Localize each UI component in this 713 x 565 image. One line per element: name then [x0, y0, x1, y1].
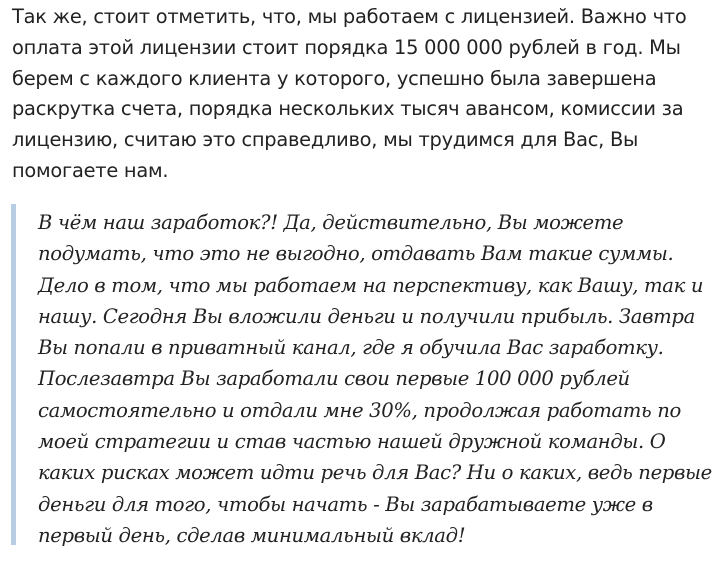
quote-line: В чём наш заработок?! Да, действительно, Вы можете: [38, 211, 624, 234]
quote-line: Дело в том, что мы работаем на перспективу, как Вашу, так и: [38, 273, 704, 297]
quote-line: Послезавтра Вы заработали свои первые 100 000 рублей: [38, 367, 630, 391]
quote-line: нашу. Сегодня Вы вложили деньги и получили прибыль. Завтра: [38, 304, 695, 328]
quote-line: моей стратегии и став частью нашей дружной команды. О: [38, 430, 666, 454]
blockquote: [11, 204, 712, 547]
quote-line: первый день, сделав минимальный вклад!: [38, 523, 466, 547]
paragraph-line: лицензию, считаю это справедливо, мы трудимся для Вас, Вы: [12, 128, 639, 152]
paragraph-line: помогаете нам.: [12, 158, 169, 182]
blockquote-text: [38, 207, 712, 551]
paragraph-line: берем с каждого клиента у которого, успешно была завершена: [12, 66, 657, 90]
quote-line: каких рисках может идти речь для Вас? Ни о каких, ведь первые: [38, 461, 712, 485]
quote-line: деньги для того, чтобы начать - Вы зарабатываете уже в: [38, 492, 653, 516]
paragraph-line: Так же, стоит отметить, что, мы работаем с лицензией. Важно что: [12, 5, 687, 28]
quote-line: подумать, что это не выгодно, отдавать Вам такие суммы.: [38, 242, 674, 266]
quote-line: самостоятельно и отдали мне 30%, продолжая работать по: [38, 398, 681, 422]
paragraph-line: раскрутка счета, порядка нескольких тысяч авансом, комиссии за: [12, 97, 684, 121]
quote-line: Вы попали в приватный канал, где я обучила Вас заработку.: [38, 336, 664, 360]
body-paragraph: [12, 2, 702, 187]
paragraph-line: оплата этой лицензии стоит порядка 15 000 000 рублей в год. Мы: [12, 35, 681, 59]
